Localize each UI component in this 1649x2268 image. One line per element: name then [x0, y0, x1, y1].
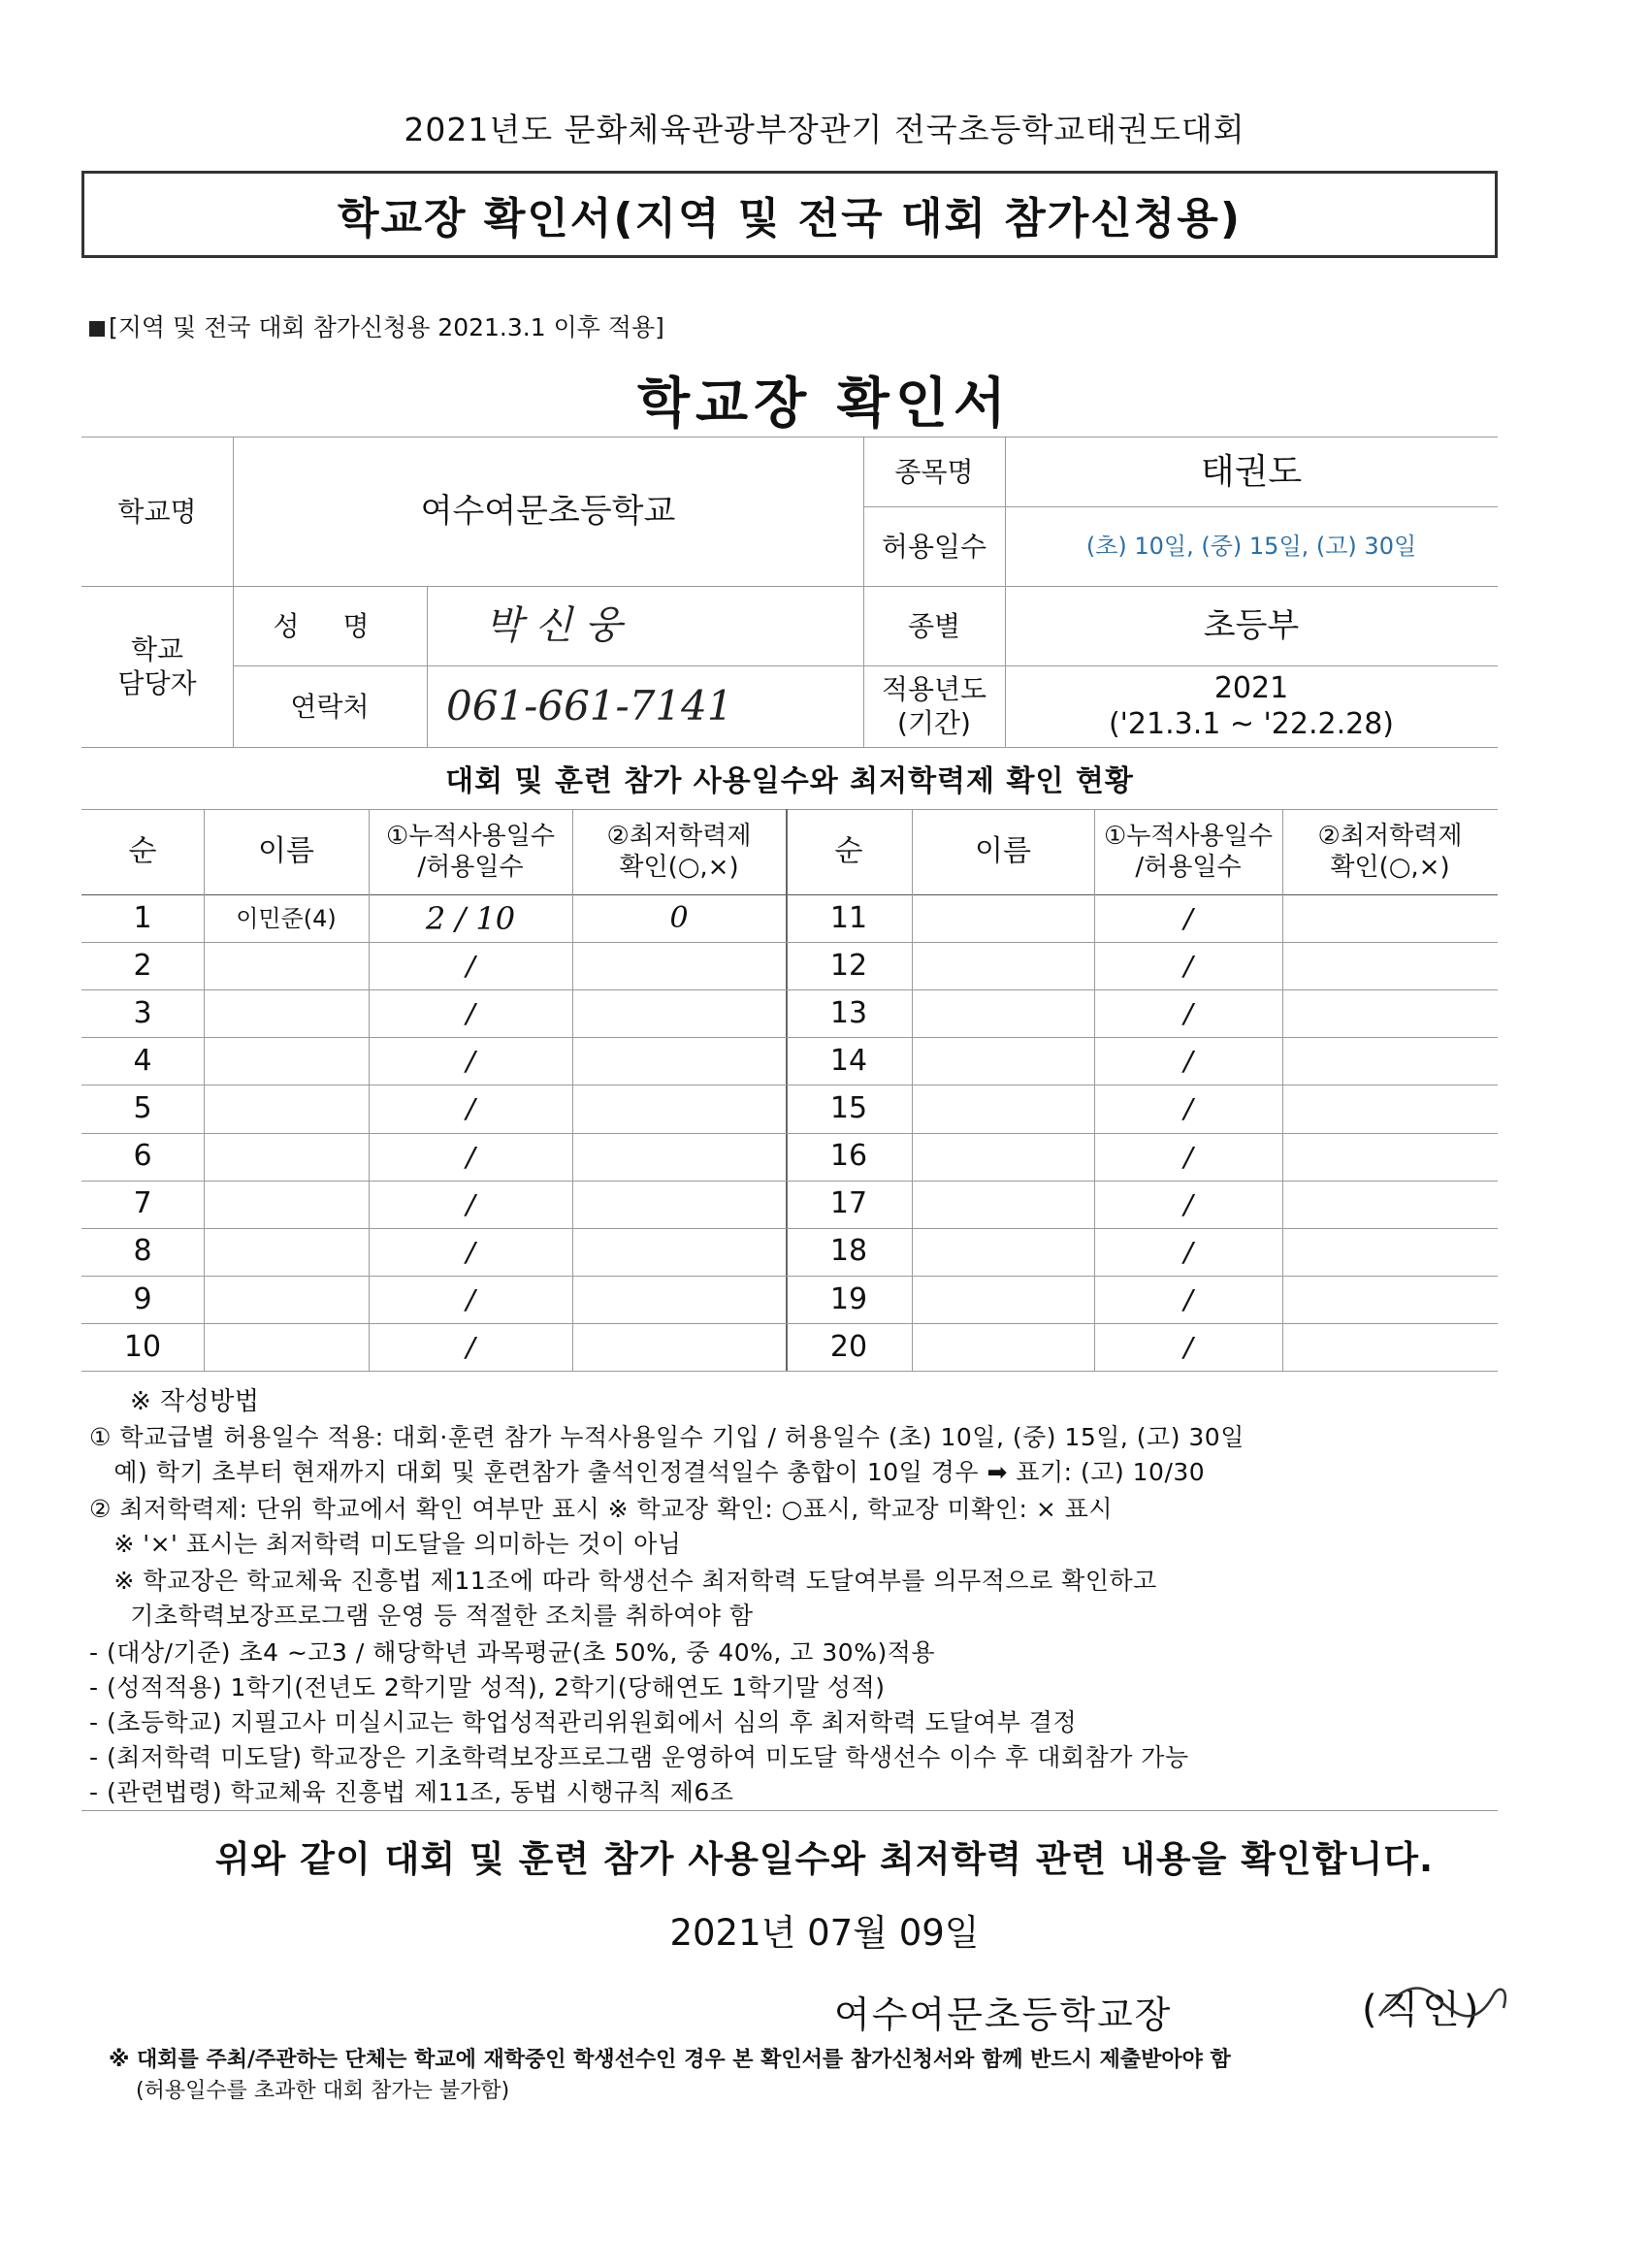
row-number: 16 — [829, 1139, 868, 1174]
note-line: ※ 학교장은 학교체육 진흥법 제11조에 따라 학생선수 최저학력 도달여부를 의무적으로 확인하고 — [89, 1567, 1157, 1595]
row-number: 7 — [133, 1186, 152, 1221]
row-days-used: / — [1183, 1235, 1193, 1268]
note-line: 기초학력보장프로그램 운영 등 적절한 조치를 취하여야 함 — [89, 1602, 754, 1630]
row-days-used: / — [466, 1235, 475, 1268]
row-number: 4 — [133, 1044, 152, 1079]
row-days-used: / — [466, 1187, 475, 1220]
note-line: - (관련법령) 학교체육 진흥법 제11조, 동법 시행규칙 제6조 — [89, 1778, 734, 1806]
row-number: 9 — [133, 1281, 152, 1316]
note-line: ※ '×' 표시는 최저학력 미도달을 의미하는 것이 아님 — [89, 1530, 682, 1558]
row-name — [204, 1323, 369, 1371]
row-divider — [786, 1133, 1498, 1134]
allowed-label: 허용일수 — [881, 530, 987, 563]
row-number: 8 — [133, 1234, 152, 1269]
row-divider — [81, 1228, 786, 1229]
division-label: 종별 — [907, 609, 961, 642]
note-line: ② 최저학력제: 단위 학교에서 확인 여부만 표시 ※ 학교장 확인: ○표시, 학교장 미확인: × 표시 — [89, 1495, 1114, 1523]
row-number: 5 — [133, 1091, 152, 1126]
row-check — [572, 1323, 786, 1371]
note-line: 예) 학기 초부터 현재까지 대회 및 훈련참가 출석인정결석일수 총합이 10일 경우 ➡ 표기: (고) 10/30 — [89, 1458, 1206, 1486]
row-number: 10 — [123, 1329, 162, 1364]
row-number: 1 — [133, 900, 152, 935]
status-title: 대회 및 훈련 참가 사용일수와 최저학력제 확인 현황 — [445, 764, 1134, 798]
row-name — [912, 989, 1094, 1037]
row-days-used: / — [466, 997, 475, 1030]
row-check — [1282, 1181, 1498, 1228]
allowed-value: (초) 10일, (중) 15일, (고) 30일 — [1085, 533, 1417, 560]
row-check — [1282, 1228, 1498, 1276]
row-check — [1282, 1085, 1498, 1132]
row-name — [204, 942, 369, 989]
row-divider — [786, 1276, 1498, 1277]
apply-note: [지역 및 전국 대회 참가신청용 2021.3.1 이후 적용] — [89, 308, 664, 343]
row-divider — [81, 1323, 786, 1324]
row-name — [912, 1276, 1094, 1323]
confirmation-statement: 위와 같이 대회 및 훈련 참가 사용일수와 최저학력 관련 내용을 확인합니다. — [214, 1838, 1435, 1880]
row-name — [204, 1228, 369, 1276]
row-check — [1282, 1133, 1498, 1181]
row-check — [1282, 1037, 1498, 1085]
row-number: 20 — [829, 1329, 868, 1364]
note-line: - (초등학교) 지필고사 미실시교는 학업성적관리위원회에서 심의 후 최저학력 도달여부 결정 — [89, 1708, 1078, 1736]
row-name — [912, 1323, 1094, 1371]
row-number: 2 — [133, 948, 152, 983]
col-header-days: ①누적사용일수 /허용일수 — [1103, 821, 1273, 882]
school-value: 여수여문초등학교 — [420, 491, 676, 531]
row-days-used: / — [466, 1282, 475, 1315]
footer-line-2: (허용일수를 초과한 대회 참가는 불가함) — [136, 2079, 510, 2103]
note-line: - (성적적용) 1학기(전년도 2학기말 성적), 2학기(당해연도 1학기말 성적) — [89, 1673, 886, 1701]
row-divider — [786, 1037, 1498, 1038]
row-name — [912, 1037, 1094, 1085]
row-days-used: / — [466, 1330, 475, 1363]
col-header-no: 순 — [128, 834, 157, 869]
row-divider — [786, 1228, 1498, 1229]
row-days-used: / — [1183, 1140, 1193, 1173]
row-divider — [786, 1323, 1498, 1324]
sport-label: 종목명 — [894, 455, 974, 488]
row-number: 12 — [829, 948, 868, 983]
row-number: 3 — [133, 995, 152, 1030]
row-divider — [81, 1037, 786, 1038]
row-days-used: / — [1183, 1282, 1193, 1315]
col-header-check: ②최저학력제 확인(○,×) — [606, 821, 752, 882]
row-name — [912, 1133, 1094, 1181]
row-check — [572, 1037, 786, 1085]
col-header-days: ①누적사용일수 /허용일수 — [385, 821, 555, 882]
footer-line-1: ※ 대회를 주최/주관하는 단체는 학교에 재학중인 학생선수인 경우 본 확인서를 참가신청서와 함께 반드시 제출받아야 함 — [109, 2048, 1231, 2072]
row-days-used: / — [466, 950, 475, 983]
row-days-used: / — [1183, 1092, 1193, 1125]
row-divider — [81, 942, 786, 943]
row-days-used: / — [466, 1092, 475, 1125]
school-label: 학교명 — [117, 495, 197, 528]
row-number: 17 — [829, 1186, 868, 1221]
row-check — [572, 1133, 786, 1181]
row-days-used: / — [1183, 950, 1193, 983]
contact-label: 연락처 — [290, 690, 370, 723]
row-number: 11 — [829, 900, 868, 935]
row-days-used: / — [1183, 902, 1193, 935]
row-days-used: / — [1183, 997, 1193, 1030]
row-name — [912, 942, 1094, 989]
year-value: 2021 ('21.3.1 ~ '22.2.28) — [1108, 670, 1395, 741]
row-number: 15 — [829, 1091, 868, 1126]
row-days-used: / — [1183, 1330, 1193, 1363]
row-days-used: / — [1183, 1045, 1193, 1078]
year-label: 적용년도 (기간) — [881, 673, 987, 739]
row-check — [1282, 1323, 1498, 1371]
row-name — [912, 1228, 1094, 1276]
row-check — [1282, 942, 1498, 989]
row-check: 0 — [669, 900, 689, 935]
row-days-used: / — [1183, 1187, 1193, 1220]
row-name — [912, 1085, 1094, 1132]
note-line: - (최저학력 미도달) 학교장은 기초학력보장프로그램 운영하여 미도달 학생선수 이수 후 대회참가 가능 — [89, 1743, 1189, 1771]
division-value: 초등부 — [1203, 605, 1300, 645]
col-header-check: ②최저학력제 확인(○,×) — [1317, 821, 1463, 882]
row-check — [572, 1181, 786, 1228]
row-name — [204, 1037, 369, 1085]
row-divider — [81, 1133, 786, 1134]
name-value: 박 신 웅 — [485, 603, 623, 648]
manager-label: 학교 담당자 — [117, 633, 197, 699]
notes-heading: ※ 작성방법 — [130, 1387, 260, 1416]
col-header-no: 순 — [834, 834, 863, 869]
row-check — [572, 1085, 786, 1132]
principal-seal: (직인) — [1362, 1988, 1483, 2032]
row-divider — [81, 989, 786, 990]
row-name — [204, 1181, 369, 1228]
form-title: 학교장 확인서(지역 및 전국 대회 참가신청용) — [338, 194, 1242, 243]
contact-value: 061-661-7141 — [446, 681, 733, 729]
row-days-used: 2 / 10 — [425, 899, 516, 937]
row-check — [572, 1276, 786, 1323]
row-number: 14 — [829, 1044, 868, 1079]
row-name — [912, 1181, 1094, 1228]
row-divider — [786, 989, 1498, 990]
row-name — [204, 1276, 369, 1323]
row-divider — [81, 1181, 786, 1182]
row-number: 18 — [829, 1234, 868, 1269]
row-check — [1282, 989, 1498, 1037]
row-check — [1282, 894, 1498, 942]
row-divider — [786, 942, 1498, 943]
col-header-name: 이름 — [975, 834, 1031, 869]
form-title-box — [81, 171, 1498, 258]
row-name — [204, 989, 369, 1037]
row-check — [572, 942, 786, 989]
name-label: 성 명 — [273, 609, 387, 642]
row-check — [1282, 1276, 1498, 1323]
row-check — [572, 1228, 786, 1276]
signature-mark — [1370, 1960, 1515, 2037]
row-days-used: / — [466, 1045, 475, 1078]
doc-title: 학교장 확인서 — [636, 373, 1013, 436]
row-number: 6 — [133, 1139, 152, 1174]
row-name: 이민준(4) — [236, 904, 337, 932]
row-name — [204, 1085, 369, 1132]
square-bullet-icon — [89, 321, 105, 337]
row-number: 19 — [829, 1281, 868, 1316]
sport-value: 태권도 — [1200, 451, 1303, 492]
col-header-name: 이름 — [258, 834, 314, 869]
row-divider — [786, 1181, 1498, 1182]
row-days-used: / — [466, 1140, 475, 1173]
event-title: 2021년도 문화체육관광부장관기 전국초등학교태권도대회 — [404, 111, 1245, 148]
note-line: - (대상/기준) 초4 ~고3 / 해당학년 과목평균(초 50%, 중 40%, 고 30%)적용 — [89, 1638, 935, 1667]
row-name — [204, 1133, 369, 1181]
confirmation-date: 2021년 07월 09일 — [669, 1912, 980, 1954]
principal-name: 여수여문초등학교장 — [834, 1993, 1173, 2036]
note-line: ① 학교급별 허용일수 적용: 대회·훈련 참가 누적사용일수 기입 / 허용일수 (초) 10일, (중) 15일, (고) 30일 — [89, 1423, 1245, 1451]
row-check — [572, 989, 786, 1037]
row-number: 13 — [829, 995, 868, 1030]
row-divider — [81, 1276, 786, 1277]
row-name — [912, 894, 1094, 942]
